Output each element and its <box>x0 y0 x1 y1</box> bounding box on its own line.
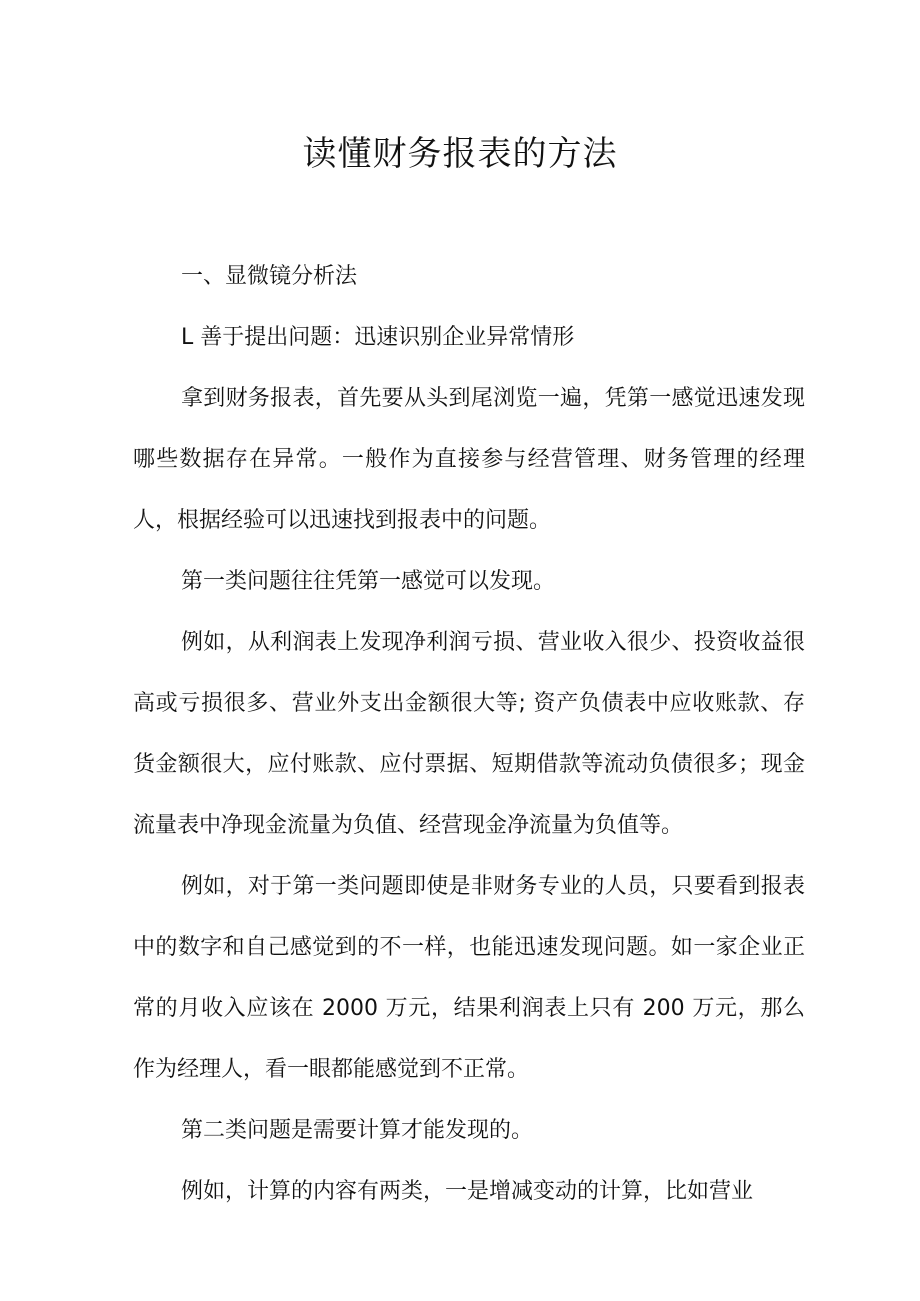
document-title: 读懂财务报表的方法 <box>302 134 618 174</box>
paragraph: 拿到财务报表，首先要从头到尾浏览一遍，凭第一感觉迅速发现哪些数据存在异常。一般作为直接参与经营管理、财务管理的经理人，根据经验可以迅速找到报表中的问题。 <box>133 386 805 533</box>
paragraph: 例如，计算的内容有两类，一是增减变动的计算，比如营业 <box>181 1179 754 1204</box>
paragraph: 第一类问题往往凭第一感觉可以发现。 <box>181 569 556 594</box>
section-heading: 一、显微镜分析法 <box>181 264 358 289</box>
document-body <box>133 246 805 1222</box>
paragraph: 例如，对于第一类问题即使是非财务专业的人员，只要看到报表中的数字和自己感觉到的不一样，也能迅速发现问题。如一家企业正常的月收入应该在 2000 万元，结果利润表上只有 200 万元，那么作为经理人，看一眼都能感觉到不正常。 <box>133 874 805 1082</box>
paragraph: 例如，从利润表上发现净利润亏损、营业收入很少、投资收益很高或亏损很多、营业外支出金额很大等; 资产负债表中应收账款、存货金额很大，应付账款、应付票据、短期借款等流动负债很多；现金流量表中净现金流量为负值、经营现金净流量为负值等。 <box>133 630 805 838</box>
subsection-heading: L 善于提出问题：迅速识别企业异常情形 <box>181 325 575 350</box>
paragraph: 第二类问题是需要计算才能发现的。 <box>181 1118 534 1143</box>
